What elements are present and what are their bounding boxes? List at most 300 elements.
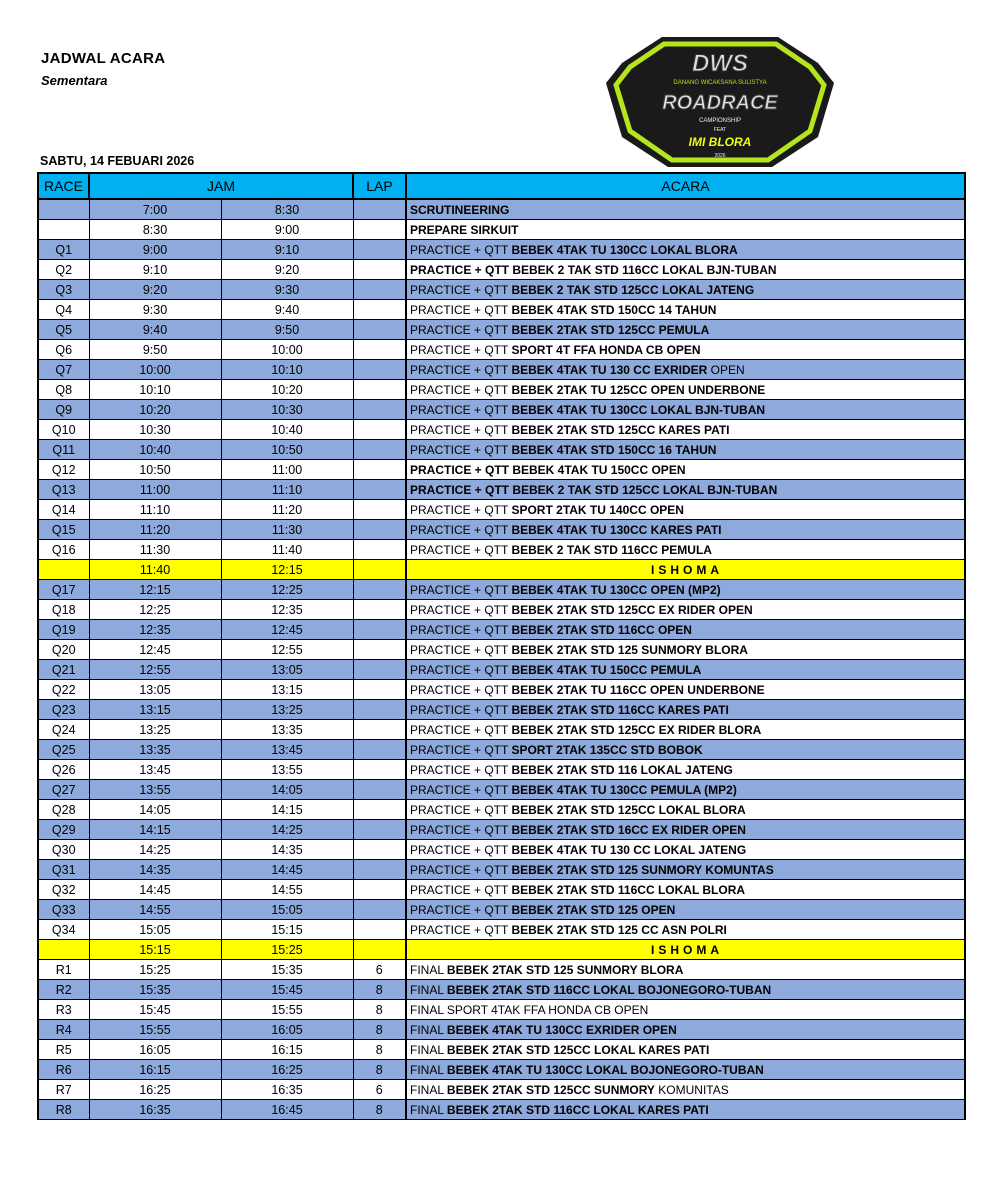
acara-class: ISHOMA — [651, 942, 723, 957]
logo-event-text: ROADRACE — [662, 92, 778, 114]
acara-class: SPORT 2TAK TU 140CC OPEN — [511, 502, 684, 517]
race-cell: R7 — [38, 1080, 89, 1100]
table-row — [38, 1020, 965, 1040]
lap-cell — [353, 620, 406, 640]
logo-year-text: 2026 — [714, 153, 726, 159]
acara-cell — [406, 880, 965, 900]
lap-cell — [353, 860, 406, 880]
start-time-cell: 11:20 — [89, 520, 221, 540]
lap-cell: 8 — [353, 1040, 406, 1060]
acara-prefix: FINAL — [410, 1042, 447, 1057]
acara-cell — [406, 1040, 965, 1060]
acara-class: BEBEK 2TAK STD 125 SUNMORY BLORA — [511, 642, 748, 657]
lap-cell: 8 — [353, 1000, 406, 1020]
race-cell: Q25 — [38, 740, 89, 760]
race-cell: Q26 — [38, 760, 89, 780]
start-time-cell: 15:05 — [89, 920, 221, 940]
logo-name-text: DANANG WICAKSANA SULISTYA — [673, 80, 767, 86]
acara-prefix: PRACTICE + QTT — [410, 322, 512, 337]
end-time-cell: 11:20 — [221, 500, 353, 520]
acara-class: BEBEK 2TAK STD 125CC EX RIDER BLORA — [511, 722, 762, 737]
acara-cell — [406, 680, 965, 700]
end-time-cell: 10:40 — [221, 420, 353, 440]
lap-cell — [353, 800, 406, 820]
start-time-cell: 14:15 — [89, 820, 221, 840]
lap-cell — [353, 840, 406, 860]
end-time-cell: 11:10 — [221, 480, 353, 500]
acara-prefix: PRACTICE + QTT — [410, 502, 512, 517]
start-time-cell: 8:30 — [89, 220, 221, 240]
start-time-cell: 10:40 — [89, 440, 221, 460]
start-time-cell: 12:35 — [89, 620, 221, 640]
lap-cell — [353, 380, 406, 400]
table-row — [38, 320, 965, 340]
end-time-cell: 14:45 — [221, 860, 353, 880]
acara-cell — [406, 480, 965, 500]
acara-cell — [406, 760, 965, 780]
acara-prefix: FINAL — [410, 982, 447, 997]
end-time-cell: 12:55 — [221, 640, 353, 660]
race-cell: R8 — [38, 1100, 89, 1120]
lap-cell — [353, 220, 406, 240]
acara-cell — [406, 400, 965, 420]
acara-prefix: PRACTICE + QTT — [410, 302, 512, 317]
race-cell: Q1 — [38, 240, 89, 260]
acara-prefix: PRACTICE + QTT — [410, 582, 512, 597]
acara-prefix: PRACTICE + QTT — [410, 602, 512, 617]
acara-prefix: PRACTICE + QTT — [410, 782, 512, 797]
acara-prefix: FINAL — [410, 962, 447, 977]
table-row — [38, 960, 965, 980]
race-cell — [38, 940, 89, 960]
start-time-cell: 15:45 — [89, 1000, 221, 1020]
race-cell: R4 — [38, 1020, 89, 1040]
acara-cell — [406, 1020, 965, 1040]
acara-class: BEBEK 2TAK STD 116CC KARES PATI — [511, 702, 729, 717]
race-cell: Q6 — [38, 340, 89, 360]
race-cell: Q33 — [38, 900, 89, 920]
race-cell: R2 — [38, 980, 89, 1000]
acara-cell — [406, 560, 965, 580]
acara-prefix: PRACTICE + QTT — [410, 722, 512, 737]
document-title: JADWAL ACARA — [41, 50, 166, 67]
table-row — [38, 300, 965, 320]
acara-cell — [406, 820, 965, 840]
lap-cell — [353, 260, 406, 280]
acara-class: BEBEK 2TAK STD 125 SUNMORY KOMUNTAS — [511, 862, 774, 877]
table-row — [38, 860, 965, 880]
table-row — [38, 260, 965, 280]
start-time-cell: 12:45 — [89, 640, 221, 660]
start-time-cell: 10:10 — [89, 380, 221, 400]
race-cell: Q21 — [38, 660, 89, 680]
acara-class: BEBEK 2TAK STD 125CC SUNMORY — [446, 1082, 655, 1097]
start-time-cell: 9:40 — [89, 320, 221, 340]
acara-class: BEBEK 2TAK STD 125 SUNMORY BLORA — [446, 962, 684, 977]
acara-cell — [406, 960, 965, 980]
start-time-cell: 14:35 — [89, 860, 221, 880]
start-time-cell: 16:35 — [89, 1100, 221, 1120]
acara-cell — [406, 220, 965, 240]
acara-class: BEBEK 4TAK STD 150CC 14 TAHUN — [511, 302, 717, 317]
end-time-cell: 9:10 — [221, 240, 353, 260]
table-row — [38, 380, 965, 400]
acara-prefix: PRACTICE + QTT — [410, 622, 512, 637]
start-time-cell: 13:55 — [89, 780, 221, 800]
acara-prefix: PRACTICE + QTT — [410, 922, 512, 937]
lap-cell — [353, 480, 406, 500]
lap-cell — [353, 420, 406, 440]
lap-cell — [353, 580, 406, 600]
end-time-cell: 9:00 — [221, 220, 353, 240]
acara-prefix: PRACTICE + QTT — [410, 822, 512, 837]
acara-prefix: PRACTICE + QTT — [410, 642, 512, 657]
table-row — [38, 800, 965, 820]
event-logo — [602, 33, 838, 169]
schedule-table — [37, 172, 966, 1120]
race-cell: Q30 — [38, 840, 89, 860]
schedule-rows — [38, 199, 965, 1120]
acara-prefix: PRACTICE + QTT — [410, 742, 512, 757]
start-time-cell: 9:10 — [89, 260, 221, 280]
acara-cell — [406, 280, 965, 300]
lap-cell: 8 — [353, 1100, 406, 1120]
end-time-cell: 16:15 — [221, 1040, 353, 1060]
table-row — [38, 760, 965, 780]
acara-prefix: PRACTICE + QTT — [410, 422, 512, 437]
start-time-cell: 9:20 — [89, 280, 221, 300]
acara-prefix: PRACTICE + QTT — [410, 282, 512, 297]
acara-class: BEBEK 2 TAK STD 125CC LOKAL JATENG — [511, 282, 755, 297]
lap-cell — [353, 640, 406, 660]
end-time-cell: 13:15 — [221, 680, 353, 700]
acara-suffix: OPEN — [707, 362, 745, 377]
acara-prefix: PRACTICE + QTT — [410, 662, 512, 677]
acara-class: BEBEK 2TAK STD 116CC LOKAL BLORA — [511, 882, 746, 897]
acara-class: BEBEK 2TAK STD 125 CC ASN POLRI — [511, 922, 727, 937]
lap-cell — [353, 360, 406, 380]
start-time-cell: 11:30 — [89, 540, 221, 560]
race-cell: Q32 — [38, 880, 89, 900]
lap-cell: 8 — [353, 1020, 406, 1040]
end-time-cell: 15:05 — [221, 900, 353, 920]
race-cell — [38, 220, 89, 240]
lap-cell — [353, 300, 406, 320]
acara-cell — [406, 500, 965, 520]
table-row — [38, 620, 965, 640]
acara-prefix: PRACTICE + QTT — [410, 542, 512, 557]
table-row — [38, 520, 965, 540]
acara-cell — [406, 540, 965, 560]
start-time-cell: 13:25 — [89, 720, 221, 740]
race-cell: Q24 — [38, 720, 89, 740]
acara-class: PRACTICE + QTT BEBEK 4TAK TU 150CC OPEN — [410, 462, 686, 477]
start-time-cell: 11:00 — [89, 480, 221, 500]
acara-cell — [406, 640, 965, 660]
start-time-cell: 15:25 — [89, 960, 221, 980]
end-time-cell: 9:20 — [221, 260, 353, 280]
start-time-cell: 14:05 — [89, 800, 221, 820]
acara-cell — [406, 1080, 965, 1100]
race-cell: Q29 — [38, 820, 89, 840]
race-cell: Q10 — [38, 420, 89, 440]
column-jam: JAM — [89, 173, 353, 199]
lap-cell: 6 — [353, 1080, 406, 1100]
acara-cell — [406, 780, 965, 800]
end-time-cell: 15:15 — [221, 920, 353, 940]
table-row — [38, 440, 965, 460]
start-time-cell: 10:00 — [89, 360, 221, 380]
table-row — [38, 1100, 965, 1120]
lap-cell: 8 — [353, 980, 406, 1000]
table-row — [38, 780, 965, 800]
race-cell: Q20 — [38, 640, 89, 660]
table-row — [38, 820, 965, 840]
race-cell — [38, 560, 89, 580]
acara-prefix: PRACTICE + QTT — [410, 342, 512, 357]
table-header — [38, 173, 965, 199]
acara-prefix: PRACTICE + QTT — [410, 442, 512, 457]
acara-class: PREPARE SIRKUIT — [410, 222, 519, 237]
acara-prefix: PRACTICE + QTT — [410, 682, 512, 697]
acara-cell — [406, 580, 965, 600]
acara-class: BEBEK 4TAK TU 130 CC EXRIDER — [511, 362, 708, 377]
start-time-cell: 10:50 — [89, 460, 221, 480]
start-time-cell: 15:35 — [89, 980, 221, 1000]
break-row — [38, 940, 965, 960]
acara-cell — [406, 840, 965, 860]
race-cell — [38, 199, 89, 220]
end-time-cell: 9:30 — [221, 280, 353, 300]
lap-cell — [353, 520, 406, 540]
acara-prefix: PRACTICE + QTT — [410, 762, 512, 777]
acara-class: BEBEK 2TAK STD 116 LOKAL JATENG — [511, 762, 733, 777]
acara-cell — [406, 920, 965, 940]
race-cell: Q13 — [38, 480, 89, 500]
race-cell: Q28 — [38, 800, 89, 820]
acara-class: BEBEK 4TAK TU 130CC KARES PATI — [511, 522, 722, 537]
race-cell: Q9 — [38, 400, 89, 420]
acara-class: ISHOMA — [651, 562, 723, 577]
table-row — [38, 640, 965, 660]
logo-sub-text: CAMPIONSHIP — [698, 118, 742, 124]
end-time-cell: 10:30 — [221, 400, 353, 420]
lap-cell — [353, 460, 406, 480]
race-cell: R5 — [38, 1040, 89, 1060]
acara-prefix: PRACTICE + QTT — [410, 842, 512, 857]
end-time-cell: 12:25 — [221, 580, 353, 600]
acara-cell — [406, 460, 965, 480]
race-cell: Q2 — [38, 260, 89, 280]
acara-class: BEBEK 4TAK TU 130CC PEMULA (MP2) — [511, 782, 737, 797]
end-time-cell: 10:50 — [221, 440, 353, 460]
acara-prefix: FINAL SPORT 4TAK FFA HONDA CB OPEN — [410, 1002, 649, 1017]
table-row — [38, 199, 965, 220]
lap-cell — [353, 880, 406, 900]
acara-cell — [406, 620, 965, 640]
race-cell: Q4 — [38, 300, 89, 320]
acara-class: BEBEK 2TAK STD 125CC EX RIDER OPEN — [511, 602, 753, 617]
table-row — [38, 700, 965, 720]
table-row — [38, 580, 965, 600]
race-cell: R6 — [38, 1060, 89, 1080]
acara-class: PRACTICE + QTT BEBEK 2 TAK STD 125CC LOKAL BJN-TUBAN — [410, 482, 778, 497]
acara-cell — [406, 1060, 965, 1080]
acara-prefix: PRACTICE + QTT — [410, 382, 512, 397]
lap-cell — [353, 280, 406, 300]
end-time-cell: 13:45 — [221, 740, 353, 760]
end-time-cell: 12:35 — [221, 600, 353, 620]
lap-cell: 6 — [353, 960, 406, 980]
lap-cell — [353, 680, 406, 700]
race-cell: Q22 — [38, 680, 89, 700]
race-cell: Q17 — [38, 580, 89, 600]
acara-class: BEBEK 2TAK STD 16CC EX RIDER OPEN — [511, 822, 746, 837]
acara-class: SPORT 2TAK 135CC STD BOBOK — [511, 742, 703, 757]
race-cell: Q18 — [38, 600, 89, 620]
end-time-cell: 13:35 — [221, 720, 353, 740]
end-time-cell: 10:00 — [221, 340, 353, 360]
end-time-cell: 15:55 — [221, 1000, 353, 1020]
column-acara: ACARA — [406, 173, 965, 199]
acara-cell — [406, 260, 965, 280]
race-cell: Q14 — [38, 500, 89, 520]
table-row — [38, 220, 965, 240]
race-cell: Q5 — [38, 320, 89, 340]
table-row — [38, 740, 965, 760]
acara-cell — [406, 420, 965, 440]
race-cell: Q27 — [38, 780, 89, 800]
acara-cell — [406, 340, 965, 360]
acara-class: BEBEK 4TAK TU 130CC LOKAL BOJONEGORO-TUBAN — [446, 1062, 764, 1077]
column-lap: LAP — [353, 173, 406, 199]
logo-partner-text: IMI BLORA — [688, 135, 752, 149]
acara-class: SCRUTINEERING — [410, 202, 510, 217]
end-time-cell: 10:10 — [221, 360, 353, 380]
table-row — [38, 340, 965, 360]
lap-cell — [353, 320, 406, 340]
acara-cell — [406, 940, 965, 960]
table-row — [38, 980, 965, 1000]
end-time-cell: 13:05 — [221, 660, 353, 680]
table-row — [38, 420, 965, 440]
lap-cell — [353, 780, 406, 800]
lap-cell — [353, 500, 406, 520]
start-time-cell: 13:35 — [89, 740, 221, 760]
lap-cell — [353, 199, 406, 220]
document-subtitle: Sementara — [41, 73, 108, 88]
acara-cell — [406, 240, 965, 260]
table-row — [38, 1080, 965, 1100]
acara-prefix: PRACTICE + QTT — [410, 902, 512, 917]
acara-prefix: PRACTICE + QTT — [410, 402, 512, 417]
end-time-cell: 15:25 — [221, 940, 353, 960]
start-time-cell: 10:20 — [89, 400, 221, 420]
table-row — [38, 720, 965, 740]
start-time-cell: 14:25 — [89, 840, 221, 860]
end-time-cell: 14:35 — [221, 840, 353, 860]
end-time-cell: 15:35 — [221, 960, 353, 980]
lap-cell — [353, 560, 406, 580]
start-time-cell: 12:55 — [89, 660, 221, 680]
race-cell: Q8 — [38, 380, 89, 400]
lap-cell — [353, 720, 406, 740]
start-time-cell: 9:30 — [89, 300, 221, 320]
start-time-cell: 11:10 — [89, 500, 221, 520]
start-time-cell: 13:45 — [89, 760, 221, 780]
acara-cell — [406, 440, 965, 460]
lap-cell — [353, 920, 406, 940]
acara-class: BEBEK 4TAK TU 150CC PEMULA — [511, 662, 702, 677]
table-row — [38, 540, 965, 560]
end-time-cell: 11:40 — [221, 540, 353, 560]
lap-cell — [353, 400, 406, 420]
start-time-cell: 7:00 — [89, 199, 221, 220]
acara-prefix: PRACTICE + QTT — [410, 802, 512, 817]
table-row — [38, 240, 965, 260]
acara-class: BEBEK 2 TAK STD 116CC PEMULA — [511, 542, 712, 557]
end-time-cell: 9:50 — [221, 320, 353, 340]
race-cell: Q7 — [38, 360, 89, 380]
end-time-cell: 13:25 — [221, 700, 353, 720]
table-row — [38, 660, 965, 680]
lap-cell — [353, 660, 406, 680]
acara-cell — [406, 199, 965, 220]
acara-cell — [406, 660, 965, 680]
end-time-cell: 16:45 — [221, 1100, 353, 1120]
table-row — [38, 280, 965, 300]
start-time-cell: 11:40 — [89, 560, 221, 580]
start-time-cell: 16:15 — [89, 1060, 221, 1080]
end-time-cell: 14:25 — [221, 820, 353, 840]
lap-cell — [353, 340, 406, 360]
lap-cell — [353, 900, 406, 920]
race-cell: Q3 — [38, 280, 89, 300]
acara-cell — [406, 800, 965, 820]
start-time-cell: 15:15 — [89, 940, 221, 960]
start-time-cell: 10:30 — [89, 420, 221, 440]
end-time-cell: 14:55 — [221, 880, 353, 900]
end-time-cell: 8:30 — [221, 199, 353, 220]
table-row — [38, 400, 965, 420]
acara-class: BEBEK 4TAK TU 130CC OPEN (MP2) — [511, 582, 721, 597]
acara-class: BEBEK 2TAK STD 116CC LOKAL KARES PATI — [446, 1102, 709, 1117]
start-time-cell: 13:05 — [89, 680, 221, 700]
table-row — [38, 920, 965, 940]
race-cell: Q31 — [38, 860, 89, 880]
acara-cell — [406, 900, 965, 920]
end-time-cell: 16:05 — [221, 1020, 353, 1040]
table-row — [38, 600, 965, 620]
acara-cell — [406, 1100, 965, 1120]
table-row — [38, 900, 965, 920]
acara-cell — [406, 600, 965, 620]
end-time-cell: 15:45 — [221, 980, 353, 1000]
start-time-cell: 9:00 — [89, 240, 221, 260]
lap-cell: 8 — [353, 1060, 406, 1080]
logo-feat-text: FEAT — [713, 127, 727, 133]
lap-cell — [353, 240, 406, 260]
table-row — [38, 680, 965, 700]
start-time-cell: 14:45 — [89, 880, 221, 900]
acara-prefix: PRACTICE + QTT — [410, 862, 512, 877]
break-row — [38, 560, 965, 580]
end-time-cell: 11:00 — [221, 460, 353, 480]
acara-class: BEBEK 2TAK TU 125CC OPEN UNDERBONE — [511, 382, 766, 397]
acara-class: BEBEK 2TAK STD 125 OPEN — [511, 902, 676, 917]
acara-class: BEBEK 2TAK STD 125CC KARES PATI — [511, 422, 730, 437]
acara-prefix: PRACTICE + QTT — [410, 522, 512, 537]
